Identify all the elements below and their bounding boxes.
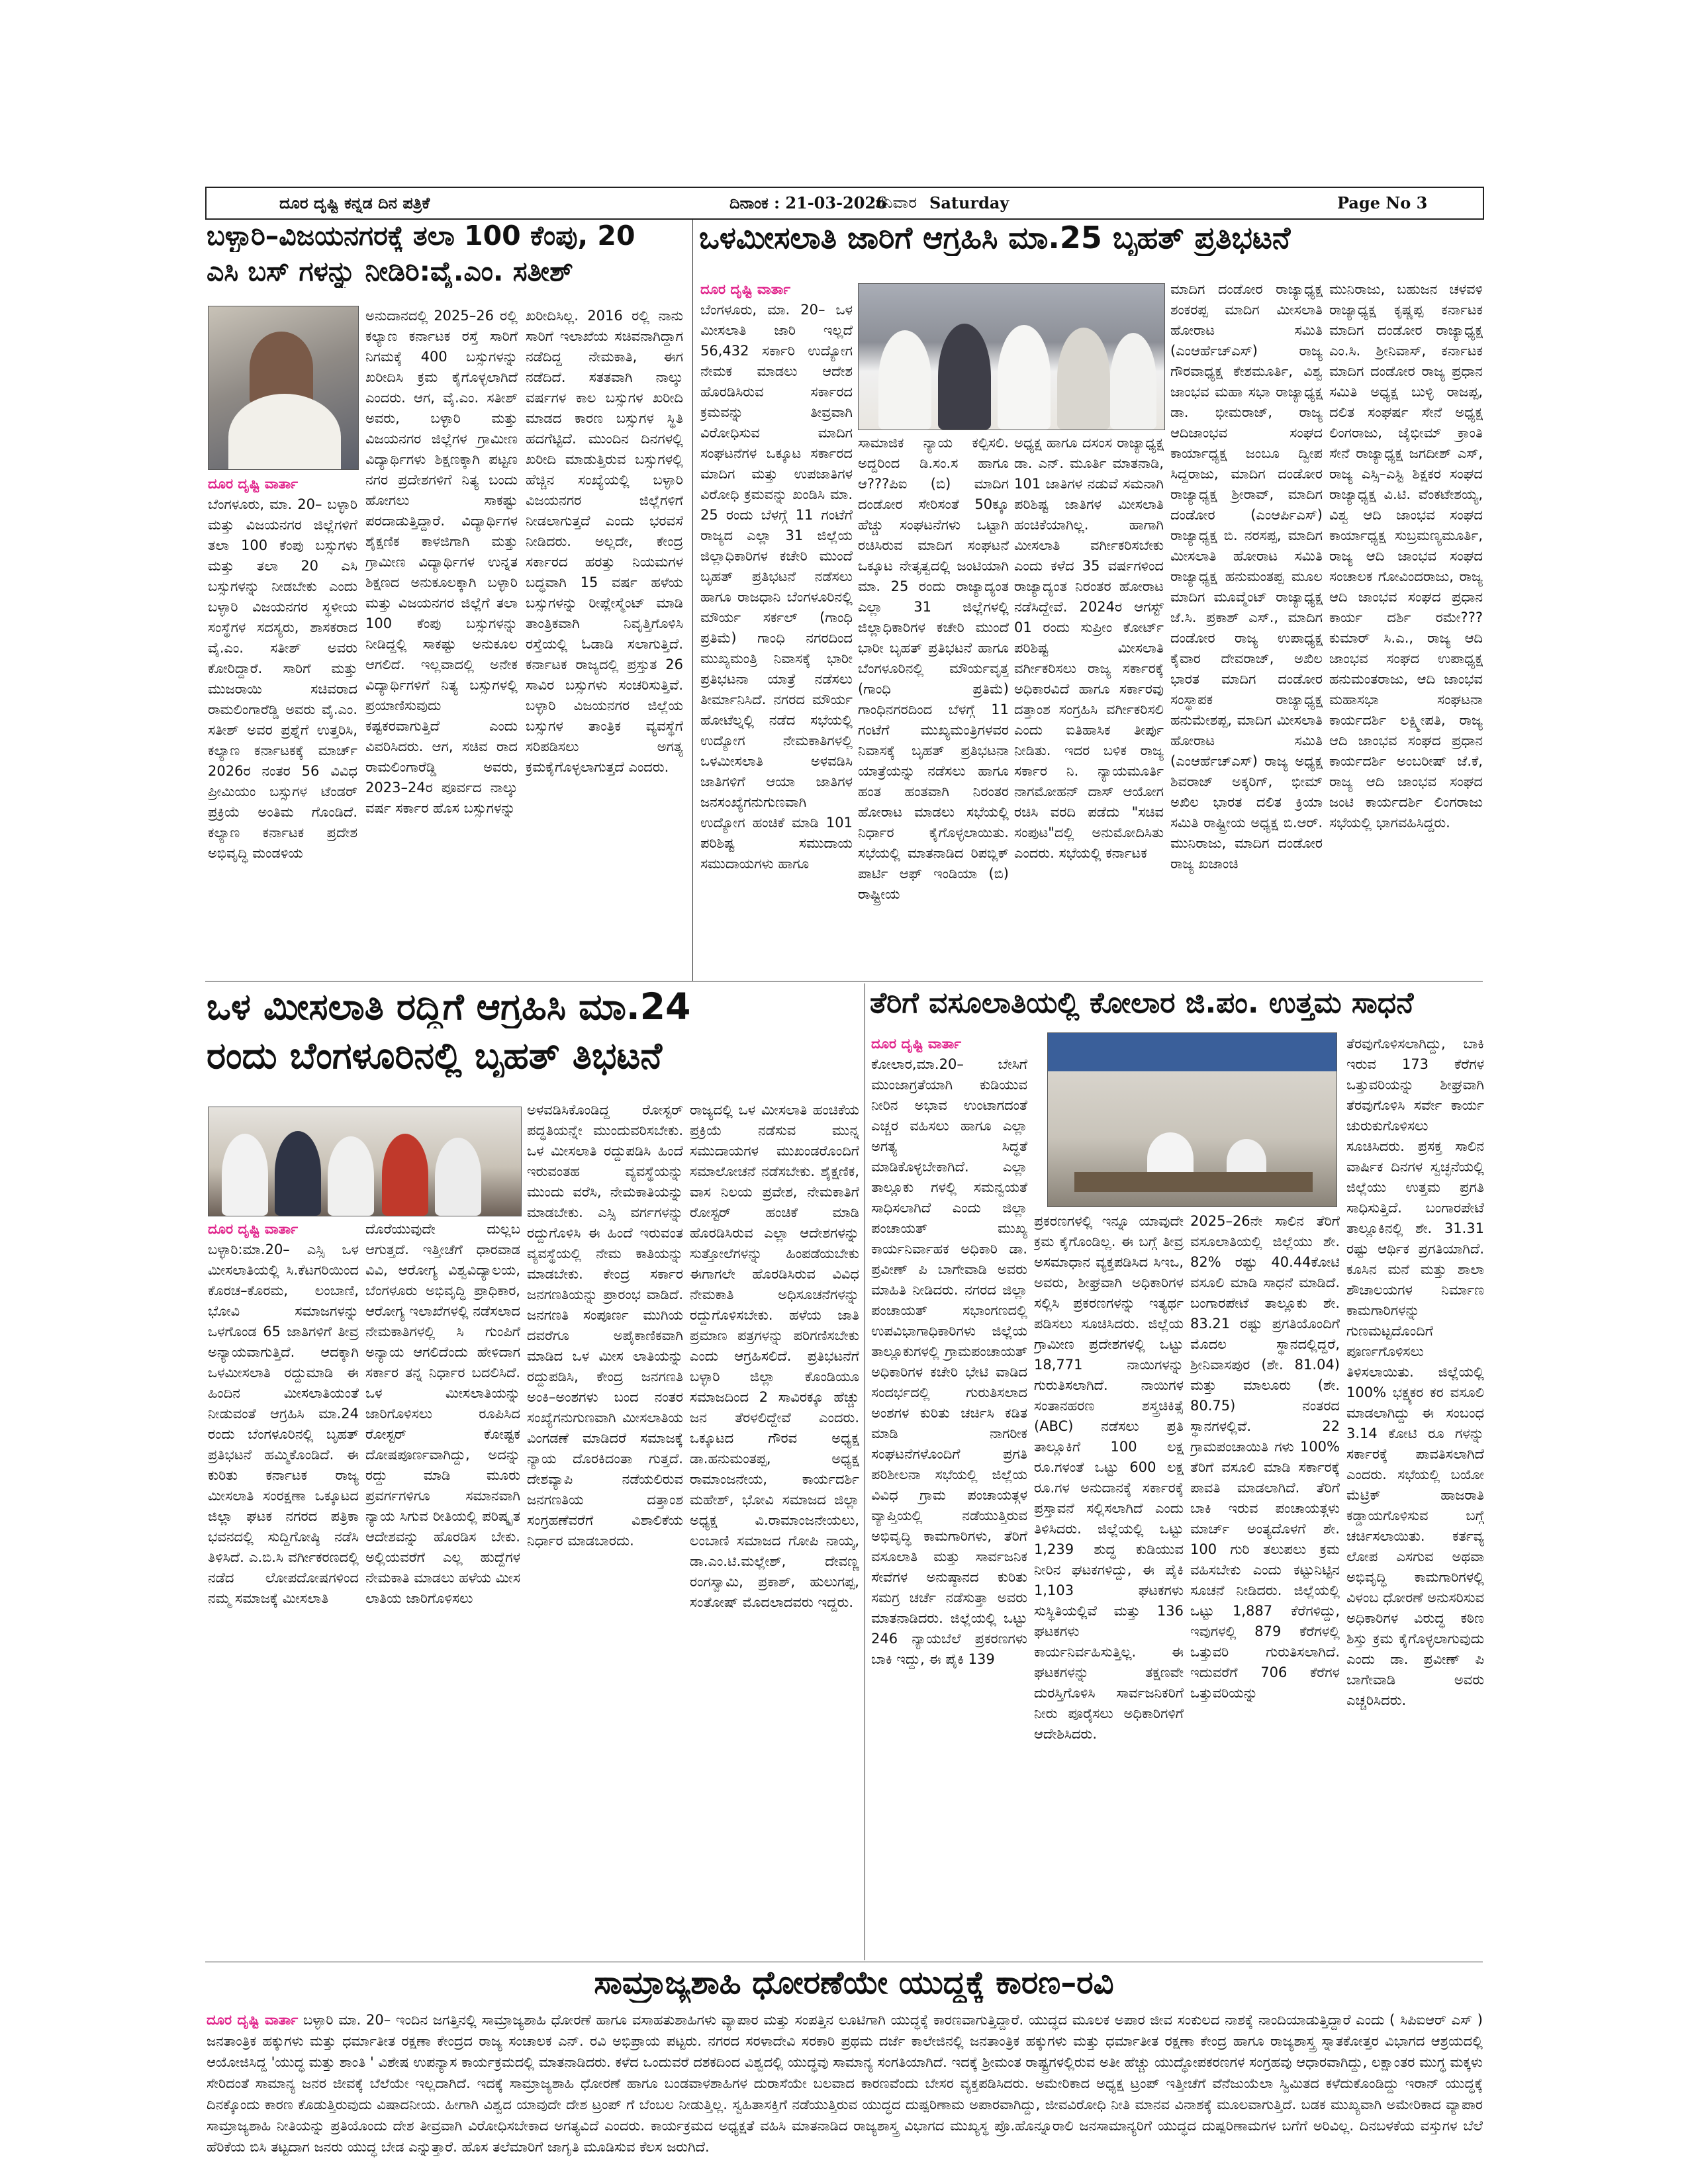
article3-column-3 <box>527 1100 683 1959</box>
article2-col2-text: ಸಾಮಾಜಿಕ ನ್ಯಾಯ ಕಲ್ಪಿಸಲಿ. ಅದ್ದರಿಂದ ಡಿ.ಸಂ.ಸ ಹಾಗೂ ಆ???ಪಿಐ (ಬಿ) ಮಾದಿಗ ದಂಡೋರ ಸೇರಿಸಂತೆ 50ಕ್ಕೂ ಹೆಚ್ಚು ಸಂಘಟನೆಗಳು ಒಟ್ಟಾಗಿ ರಚಿಸಿರುವ ಮಾದಿಗ ಸಂಘಟನೆ ಒಕ್ಕೂಟ ನೇತೃತ್ವದಲ್ಲಿ ಜಂಟಿಯಾಗಿ ಮಾ. 25 ರಂದು ರಾಜ್ಯಾದ್ಯಂತ ಎಲ್ಲಾ 31 ಜಿಲ್ಲೆಗಳಲ್ಲಿ ಜಿಲ್ಲಾಧಿಕಾರಿಗಳ ಕಚೇರಿ ಮುಂದೆ ಭಾರೀ ಬೃಹತ್ ಪ್ರತಿಭಟನೆ ಹಾಗೂ ಬೆಂಗಳೂರಿನಲ್ಲಿ ಮೌರ್ಯವೃತ್ತ (ಗಾಂಧಿ ಪ್ರತಿಮೆ) ಗಾಂಧಿನಗರದಿಂದ ಬೆಳಗ್ಗೆ 11 ಗಂಟೆಗೆ ಮುಖ್ಯಮಂತ್ರಿಗಳವರ ನಿವಾಸಕ್ಕೆ ಬೃಹತ್ ಪ್ರತಿಭಟನಾ ಯಾತ್ರೆಯನ್ನು ನಡೆಸಲು ಹಾಗೂ ಹಂತ ಹಂತವಾಗಿ ನಿರಂತರ ಹೋರಾಟ ಮಾಡಲು ಸಭೆಯಲ್ಲಿ ನಿರ್ಧಾರ ಕೈಗೊಳ್ಳಲಾಯಿತು. ಸಭೆಯಲ್ಲಿ ಮಾತನಾಡಿದ ರಿಪಬ್ಲಿಕ್ ಪಾರ್ಟಿ ಆಫ್ ಇಂಡಿಯಾ (ಬಿ) ರಾಷ್ಟ್ರೀಯ <box>858 435 1009 902</box>
article5-byline: ದೂರ ದೃಷ್ಟಿ ವಾರ್ತಾ <box>207 2012 299 2028</box>
article1-col3-text: ಖರೀದಿಸಿಲ್ಲ. 2016 ರಲ್ಲಿ ನಾನು ಸಾರಿಗೆ ಇಲಾಖೆಯ ಸಚಿವನಾಗಿದ್ದಾಗ ನಡೆದಿದ್ದ ನೇಮಕಾತಿ, ಈಗ ನಡೆದಿದೆ. ಸತತವಾಗಿ ನಾಲ್ಕು ವರ್ಷಗಳ ಕಾಲ ಬಸ್ಸುಗಳ ಖರೀದಿ ಮಾಡದ ಕಾರಣ ಬಸ್ಸುಗಳ ಸ್ಥಿತಿ ಹದಗೆಟ್ಟಿದೆ. ಮುಂದಿನ ದಿನಗಳಲ್ಲಿ ಖರೀದಿ ಮಾಡುತ್ತಿರುವ ಬಸ್ಸುಗಳಲ್ಲಿ ಹೆಚ್ಚಿನ ಸಂಖ್ಯೆಯಲ್ಲಿ ಬಳ್ಳಾರಿ ವಿಜಯನಗರ ಜಿಲ್ಲೆಗಳಿಗೆ ನೀಡಲಾಗುತ್ತದೆ ಎಂದು ಭರವಸೆ ನೀಡಿದರು. ಅಲ್ಲದೇ, ಕೇಂದ್ರ ಸರ್ಕಾರದ ಹರತ್ತು ನಿಯಮಗಳ ಬದ್ಧವಾಗಿ 15 ವರ್ಷ ಹಳೆಯ ಬಸ್ಸುಗಳನ್ನು ರೀಪ್ಲೇಸ್ಮೆಂಟ್ ಮಾಡಿ ತಾಂತ್ರಿಕವಾಗಿ ನಿವೃತ್ತಿಗೊಳಿಸಿ ರಸ್ತೆಯಲ್ಲಿ ಓಡಾಡಿ ಸಲಾಗುತ್ತಿದೆ. ಕರ್ನಾಟಕ ರಾಜ್ಯದಲ್ಲಿ ಪ್ರಸ್ತುತ 26 ಸಾವಿರ ಬಸ್ಸುಗಳು ಸಂಚರಿಸುತ್ತಿವೆ. ಬಳ್ಳಾರಿ ವಿಜಯನಗರ ಜಿಲ್ಲೆಯ ಬಸ್ಸುಗಳ ತಾಂತ್ರಿಕ ವ್ಯವಸ್ಥೆಗೆ ಸರಿಪಡಿಸಲು ಅಗತ್ಯ ಕ್ರಮಕೈಗೊಳ್ಳಲಾಗುತ್ತದೆ ಎಂದರು. <box>526 308 683 775</box>
article4-col4-text: ತೆರವುಗೊಳಿಸಲಾಗಿದ್ದು, ಬಾಕಿ ಇರುವ 173 ಕೆರೆಗಳ ಒತ್ತುವರಿಯನ್ನು ಶೀಘ್ರವಾಗಿ ತೆರವುಗೊಳಿಸಿ ಸರ್ವೇ ಕಾರ್ಯ ಚುರುಕುಗೊಳಿಸಲು ಸೂಚಿಸಿದರು. ಪ್ರಸಕ್ತ ಸಾಲಿನ ವಾರ್ಷಿಕ ದಿನಗಳ ಸ್ವಚ್ಛನೆಯಲ್ಲಿ ಜಿಲ್ಲೆಯು ಉತ್ತಮ ಪ್ರಗತಿ ಸಾಧಿಸುತ್ತಿದೆ. ಬಂಗಾರಪೇಟೆ ತಾಲ್ಲೂಕಿನಲ್ಲಿ ಶೇ. 31.31 ರಷ್ಟು ಆರ್ಥಿಕ ಪ್ರಗತಿಯಾಗಿದೆ. ಕೂಸಿನ ಮನೆ ಮತ್ತು ಶಾಲಾ ಶೌಚಾಲಯಗಳ ನಿರ್ಮಾಣ ಕಾಮಗಾರಿಗಳನ್ನು ಗುಣಮಟ್ಟದೊಂದಿಗೆ ಪೂರ್ಣಗೊಳಿಸಲು ತಿಳಿಸಲಾಯಿತು. ಜಿಲ್ಲೆಯಲ್ಲಿ 100% ಭಕ್ಷ್ಯಕರ ಕರ ವಸೂಲಿ ಮಾಡಲಾಗಿದ್ದು ಈ ಸಂಬಂಧ 3.14 ಕೋಟಿ ರೂ ಗಳನ್ನು ಸರ್ಕಾರಕ್ಕೆ ಪಾವತಿಸಲಾಗಿದೆ ಎಂದರು. ಸಭೆಯಲ್ಲಿ ಬಯೋ ಮೆಟ್ರಿಕ್ ಹಾಜರಾತಿ ಕಡ್ಡಾಯಗೊಳಿಸುವ ಬಗ್ಗೆ ಚರ್ಚಿಸಲಾಯಿತು. ಕರ್ತವ್ಯ ಲೋಪ ಎಸಗುವ ಅಥವಾ ಅಭಿವೃದ್ಧಿ ಕಾಮಗಾರಿಗಳಲ್ಲಿ ವಿಳಂಬ ಧೋರಣೆ ಅನುಸರಿಸುವ ಅಧಿಕಾರಿಗಳ ವಿರುದ್ಧ ಕಠಿಣ ಶಿಸ್ತು ಕ್ರಮ ಕೈಗೊಳ್ಳಲಾಗುವುದು ಎಂದು ಡಾ. ಪ್ರವೀಣ್ ಪಿ ಬಾಗೇವಾಡಿ ಅವರು ಎಚ್ಚರಿಸಿದರು. <box>1346 1036 1484 1708</box>
article3-col4-text: ರಾಜ್ಯದಲ್ಲಿ ಒಳ ಮೀಸಲಾತಿ ಹಂಚಿಕೆಯ ಪ್ರಕ್ರಿಯೆ ನಡೆಸುವ ಮುನ್ನ ಸಮುದಾಯಗಳ ಮುಖಂಡರೊಂದಿಗೆ ಸಮಾಲೋಚನೆ ನಡೆಸಬೇಕು. ಶೈಕ್ಷಣಿಕ, ವಾಸ ನಿಲಯ ಪ್ರವೇಶ, ನೇಮಕಾತಿಗೆ ರೋಸ್ಟರ್ ಹಂಚಿಕೆ ಮಾಡಿ ಹೊರಡಿಸಿರುವ ಎಲ್ಲಾ ಆದೇಶಗಳನ್ನು ಸುತ್ತೋಲೆಗಳನ್ನು ಹಿಂಪಡೆಯಬೇಕು ಈಗಾಗಲೇ ಹೊರಡಿಸಿರುವ ವಿವಿಧ ನೇಮಕಾತಿ ಅಧಿಸೂಚನೆಗಳನ್ನು ರದ್ದುಗೊಳಿಸಬೇಕು. ಹಳೆಯ ಜಾತಿ ಪ್ರಮಾಣ ಪತ್ರಗಳನ್ನು ಪರಿಗಣಿಸಬೇಕು ಎಂದು ಆಗ್ರಹಿಸಲಿದೆ. ಪ್ರತಿಭಟನೆಗೆ ಬಳ್ಳಾರಿ ಜಿಲ್ಲಾ ಕೊಂಡಿಯೂ ಸಮಾಜದಿಂದ 2 ಸಾವಿರಕ್ಕೂ ಹೆಚ್ಚು ಜನ ತೆರಳಲಿದ್ದೇವೆ ಎಂದರು. ಒಕ್ಕೂಟದ ಗೌರವ ಅಧ್ಯಕ್ಷ ಡಾ.ಹನುಮಂತಪ್ಪ, ಅಧ್ಯಕ್ಷ ರಾಮಾಂಜನೇಯ, ಕಾರ್ಯದರ್ಶಿ ಮಹೇಶ್, ಭೋವಿ ಸಮಾಜದ ಜಿಲ್ಲಾ ಅಧ್ಯಕ್ಷ ವಿ.ರಾಮಾಂಜನೇಯಲು, ಲಂಬಾಣಿ ಸಮಾಜದ ಗೋಪಿ ನಾಯ್ಕ, ಡಾ.ಎಂ.ಟಿ.ಮಲ್ಲೇಶ್, ದೇವಣ್ಣ ರಂಗಸ್ವಾಮಿ, ಪ್ರಕಾಶ್, ಹುಲುಗಪ್ಪ, ಸಂತೋಷ್ ಮೊದಲಾದವರು ಇದ್ದರು. <box>690 1102 859 1610</box>
article3-col3-text: ಅಳವಡಿಸಿಕೊಂಡಿದ್ದ ರೋಸ್ಟರ್ ಪದ್ಧತಿಯನ್ನೇ ಮುಂದುವರಿಸಬೇಕು. ಒಳ ಮೀಸಲಾತಿ ರದ್ದುಪಡಿಸಿ ಹಿಂದೆ ಇರುವಂತಹ ವ್ಯವಸ್ಥೆಯನ್ನು ಮುಂದು ವರೆಸಿ, ನೇಮಕಾತಿಯನ್ನು ಮಾಡಬೇಕು. ಎಸ್ಸಿ ವರ್ಗಗಳನ್ನು ರದ್ದುಗೊಳಿಸಿ ಈ ಹಿಂದೆ ಇರುವಂತ ವ್ಯವಸ್ಥೆಯಲ್ಲಿ ನೇಮ ಕಾತಿಯನ್ನು ಮಾಡಬೇಕು. ಕೇಂದ್ರ ಸರ್ಕಾರ ಜನಗಣತಿಯನ್ನು ಪ್ರಾರಂಭ ವಾಡಿದೆ. ಜನಗಣತಿ ಸಂಪೂರ್ಣ ಮುಗಿಯ ದವರೆಗೂ ಅಪೈಕಾಣಿಕವಾಗಿ ಮಾಡಿದ ಒಳ ಮೀಸ ಲಾತಿಯನ್ನು ರದ್ದುಪಡಿಸಿ, ಕೇಂದ್ರ ಜನಗಣತಿ ಅಂಕಿ–ಅಂಶಗಳು ಬಂದ ನಂತರ ಸಂಖ್ಯೆಗನುಗುಣವಾಗಿ ಮೀಸಲಾತಿಯ ವಿಂಗಡಣೆ ಮಾಡಿದರೆ ಸಮಾಜಕ್ಕೆ ನ್ಯಾಯ ದೊರಕಿದಂತಾ ಗುತ್ತದೆ. ದೇಶವ್ಯಾಪಿ ನಡೆಯಲಿರುವ ಜನಗಣತಿಯ ದತ್ತಾಂಶ ಸಂಗ್ರಹಣೆವರೆಗೆ ವಿಶಾಲಿಕೆಯ ನಿರ್ಧಾರ ಮಾಡಬಾರದು. <box>527 1102 683 1549</box>
masthead-bar <box>205 187 1484 220</box>
article5-body-text: ಬಳ್ಳಾರಿ ಮಾ. 20– ಇಂದಿನ ಜಗತ್ತಿನಲ್ಲಿ ಸಾಮ್ರಾಜ್ಯಶಾಹಿ ಧೋರಣೆ ಹಾಗೂ ವಸಾಹತುಶಾಹಿಗಳು ವ್ಯಾಪಾರ ಮತ್ತು ಸಂಪತ್ತಿನ ಲೂಟಿಗಾಗಿ ಯುದ್ಧಕ್ಕೆ ಕಾರಣವಾಗುತ್ತಿದ್ದಾರೆ. ಯುದ್ಧದ ಮೂಲಕ ಅಪಾರ ಜೀವ ಸಂಕುಲದ ನಾಶಕ್ಕೆ ನಾಂದಿಯಾಡುತ್ತಿದ್ದಾರೆ ಎಂದು ( ಸಿಪಿಐಆರ್ ಎಸ್ ) ಜನತಾಂತ್ರಿಕ ಹಕ್ಕುಗಳು ಮತ್ತು ಧರ್ಮಾತೀತ ರಕ್ಷಣಾ ಕೇಂದ್ರದ ರಾಜ್ಯ ಸಂಚಾಲಕ ಎನ್. ರವಿ ಅಭಿಪ್ರಾಯ ಪಟ್ಟರು. ನಗರದ ಸರಳಾದೇವಿ ಸರಕಾರಿ ಪ್ರಥಮ ದರ್ಜೆ ಕಾಲೇಜಿನಲ್ಲಿ ಜನತಾಂತ್ರಿಕ ಹಕ್ಕುಗಳು ಮತ್ತು ಧರ್ಮಾತೀತ ರಕ್ಷಣಾ ಕೇಂದ್ರ ಹಾಗೂ ರಾಜ್ಯಶಾಸ್ತ್ರ ಸ್ನಾತಕೋತ್ತರ ವಿಭಾಗದ ಆಶ್ರಯದಲ್ಲಿ ಆಯೋಜಿಸಿದ್ದ 'ಯುದ್ಧ ಮತ್ತು ಶಾಂತಿ ' ವಿಶೇಷ ಉಪನ್ಯಾಸ ಕಾರ್ಯಕ್ರಮದಲ್ಲಿ ಮಾತನಾಡಿದರು. ಕಳೆದ ಒಂದುವರೆ ದಶಕದಿಂದ ವಿಶ್ವದಲ್ಲಿ ಯುದ್ಧವು ಸಾಮಾನ್ಯ ಸಂಗತಿಯಾಗಿದೆ. ಇದಕ್ಕೆ ಶ್ರೀಮಂತ ರಾಷ್ಟ್ರಗಳಲ್ಲಿರುವ ಅತೀ ಹೆಚ್ಚು ಯುದ್ಧೋಪಕರಣಗಳ ಸಂಗ್ರಹವು ಆಧಾರವಾಗಿದ್ದು, ಲಕ್ಷಾಂತರ ಮುಗ್ಧ ಮಕ್ಕಳು ಸೇರಿದಂತೆ ಸಾಮಾನ್ಯ ಜನರ ಜೀವಕ್ಕೆ ಬೆಲೆಯೇ ಇಲ್ಲದಾಗಿದೆ. ಇದಕ್ಕೆ ಸಾಮ್ರಾಜ್ಯಶಾಹಿ ಧೋರಣೆ ಹಾಗೂ ಬಂಡವಾಳಶಾಹಿಗಳ ದುರಾಸೆಯೇ ಬಲವಾದ ಕಾರಣವೆಂದು ಬೇಸರ ವ್ಯಕ್ತಪಡಿಸಿದರು. ಅಮೇರಿಕಾದ ಅಧ್ಯಕ್ಷ ಟ್ರಂಪ್ ಇತ್ತೀಚೆಗೆ ವೆನೆಜುಯೆಲಾ ಸ್ವಿಮಿತದ ಕಳೆದುಕೊಂಡಿದ್ದು ಇರಾನ್ ಯುದ್ಧಕ್ಕೆ ದಿನಕ್ಕೊಂದು ಕಾರಣ ಕೊಡುತ್ತಿರುವುದು ವಿಷಾದನೀಯ. ಹೀಗಾಗಿ ವಿಶ್ವದ ಯಾವುದೇ ದೇಶ ಟ್ರಂಪ್ ಗೆ ಬೆಂಬಲ ನೀಡುತ್ತಿಲ್ಲ. ಸ್ವಹಿತಾಸಕ್ತಿಗೆ ನಡೆಯುತ್ತಿರುವ ಯುದ್ಧದ ದುಷ್ಪರಿಣಾಮ ಅಪಾರವಾಗಿದ್ದು, ಜೀವವಿರೋಧಿ ನೀತಿ ಮಾನವ ವಿನಾಶಕ್ಕೆ ಮೂಲವಾಗುತ್ತಿದೆ. ಬಡಕ ಮುಖ್ಯವಾಗಿ ಅಮೇರಿಕಾದ ವ್ಯಾಪಾರ ಸಾಮ್ರಾಜ್ಯಶಾಹಿ ನೀತಿಯನ್ನು ಪ್ರತಿಯೊಂದು ದೇಶ ತೀವ್ರವಾಗಿ ವಿರೋಧಿಸಬೇಕಾದ ಅಗತ್ಯವಿದೆ ಎಂದರು. ಕಾರ್ಯಕ್ರಮದ ಅಧ್ಯಕ್ಷತೆ ವಹಿಸಿ ಮಾತನಾಡಿದ ರಾಜ್ಯಶಾಸ್ತ್ರ ವಿಭಾಗದ ಮುಖ್ಯಸ್ಥ ಪ್ರೊ.ಹೊನ್ನೂರಾಲಿ ಜನಸಾಮಾನ್ಯರಿಗೆ ಯುದ್ಧದ ದುಷ್ಪರಿಣಾಮಗಳ ಬಗೆಗೆ ಅರಿವಿಲ್ಲ. ದಿನಬಳಕೆಯ ವಸ್ತುಗಳ ಬೆಲೆ ಹೆರಿಕೆಯ ಬಿಸಿ ತಟ್ಟದಾಗ ಜನರು ಯುದ್ಧ ಬೇಡ ಎನ್ನುತ್ತಾರೆ. ಹೊಸ ತಲೆಮಾರಿಗೆ ಜಾಗೃತಿ ಮೂಡಿಸುವ ಕೆಲಸ ಜರುಗಿದೆ. <box>207 2012 1483 2155</box>
article3-col2-text: ದೊರೆಯುವುದೇ ದುಲ್ಲಬ ಆಗುತ್ತದೆ. ಇತ್ತೀಚೆಗೆ ಧಾರವಾಡ ವಿವಿ, ಆರೋಗ್ಯ ವಿಶ್ವವಿದ್ಯಾಲಯ, ಬೆಂಗಳೂರು ಅಭಿವೃದ್ಧಿ ಪ್ರಾಧಿಕಾರ, ಆರೋಗ್ಯ ಇಲಾಖೆಗಳಲ್ಲಿ ನಡೆಸಲಾದ ನೇಮಕಾತಿಗಳಲ್ಲಿ ಸಿ ಗುಂಪಿಗೆ ಅನ್ಯಾಯ ಆಗಲಿದೆಂದು ಹೇಳಿದಾಗ ಸರ್ಕಾರ ತನ್ನ ನಿರ್ಧಾರ ಬದಲಿಸಿದೆ. ಒಳ ಮೀಸಲಾತಿಯನ್ನು ಜಾರಿಗೊಳಿಸಲು ರೂಪಿಸಿದ ರೋಸ್ಟರ್ ಕೋಷ್ಟಕ ದೋಷಪೂರ್ಣವಾಗಿದ್ದು, ಅದನ್ನು ರದ್ದು ಮಾಡಿ ಮೂರು ಪ್ರವರ್ಗಗಳಿಗೂ ಸಮಾನವಾಗಿ ನ್ಯಾಯ ಸಿಗುವ ರೀತಿಯಲ್ಲಿ ಪರಿಷ್ಕೃತ ಆದೇಶವನ್ನು ಹೊರಡಿಸ ಬೇಕು. ಅಲ್ಲಿಯವರೆಗೆ ಎಲ್ಲ ಹುದ್ದೆಗಳ ನೇಮಕಾತಿ ಮಾಡಲು ಹಳೆಯ ಮೀಸ ಲಾತಿಯ ಜಾರಿಗೊಳಿಸಲು <box>365 1221 520 1606</box>
article3-col1-text: ಬಳ್ಳಾರಿ:ಮಾ.20– ಎಸ್ಸಿ ಒಳ ಮೀಸಲಾತಿಯಲ್ಲಿ ಸಿ.ಕೆಟಗರಿಯಿಂದ ಕೊರಚ–ಕೊರಮ, ಲಂಬಾಣಿ, ಭೋವಿ ಸಮಾಜಗಳನ್ನು ಒಳಗೊಂಡ 65 ಜಾತಿಗಳಿಗೆ ತೀವ್ರ ಅನ್ಯಾಯವಾಗುತ್ತಿದೆ. ಆದಕ್ಕಾಗಿ ಒಳಮೀಸಲಾತಿ ರದ್ದುಮಾಡಿ ಈ ಹಿಂದಿನ ಮೀಸಲಾತಿಯಂತೆ ನೀಡುವಂತೆ ಆಗ್ರಹಿಸಿ ಮಾ.24 ರಂದು ಬೆಂಗಳೂರಿನಲ್ಲಿ ಬೃಹತ್ ಪ್ರತಿಭಟನೆ ಹಮ್ಮಿಕೊಂಡಿದೆ. ಈ ಕುರಿತು ಕರ್ನಾಟಕ ರಾಜ್ಯ ಮೀಸಲಾತಿ ಸಂರಕ್ಷಣಾ ಒಕ್ಕೂಟದ ಜಿಲ್ಲಾ ಘಟಕ ನಗರದ ಪತ್ರಿಕಾ ಭವನದಲ್ಲಿ ಸುದ್ದಿಗೋಷ್ಠಿ ನಡೆಸಿ ತಿಳಿಸಿದೆ. ಎ.ಬಿ.ಸಿ ವರ್ಗೀಕರಣದಲ್ಲಿ ನಡೆದ ಲೋಪದೋಷಗಳಿಂದ ನಮ್ಮ ಸಮಾಜಕ್ಕೆ ಮೀಸಲಾತಿ <box>208 1242 359 1606</box>
weekday-english: Saturday <box>929 193 1009 212</box>
article1-column-3 <box>526 306 683 977</box>
article2-column-4 <box>1170 279 1323 977</box>
paper-name: ದೂರ ದೃಷ್ಟಿ ಕನ್ನಡ ದಿನ ಪತ್ರಿಕೆ <box>279 193 430 212</box>
article2-col1-text: ಬೆಂಗಳೂರು, ಮಾ. 20– ಒಳ ಮೀಸಲಾತಿ ಜಾರಿ ಇಲ್ಲದೆ 56,432 ಸರ್ಕಾರಿ ಉದ್ಯೋಗ ನೇಮಕ ಮಾಡಲು ಆದೇಶ ಹೊರಡಿಸಿರುವ ಸರ್ಕಾರದ ಕ್ರಮವನ್ನು ತೀವ್ರವಾಗಿ ವಿರೋಧಿಸುವ ಮಾದಿಗ ಸಂಘಟನೆಗಳ ಒಕ್ಕೂಟ ಸರ್ಕಾರದ ಮಾದಿಗ ಮತ್ತು ಉಪಜಾತಿಗಳ ವಿರೋಧಿ ಕ್ರಮವನ್ನು ಖಂಡಿಸಿ ಮಾ. 25 ರಂದು ಬೆಳಗ್ಗೆ 11 ಗಂಟೆಗೆ ರಾಜ್ಯದ ಎಲ್ಲಾ 31 ಜಿಲ್ಲೆಯ ಜಿಲ್ಲಾಧಿಕಾರಿಗಳ ಕಚೇರಿ ಮುಂದೆ ಬೃಹತ್ ಪ್ರತಿಭಟನೆ ನಡೆಸಲು ಹಾಗೂ ರಾಜಧಾನಿ ಬೆಂಗಳೂರಿನಲ್ಲಿ ಮೌರ್ಯ ಸರ್ಕಲ್ (ಗಾಂಧಿ ಪ್ರತಿಮೆ) ಗಾಂಧಿ ನಗರದಿಂದ ಮುಖ್ಯಮಂತ್ರಿ ನಿವಾಸಕ್ಕೆ ಭಾರೀ ಪ್ರತಿಭಟನಾ ಯಾತ್ರೆ ನಡೆಸಲು ತೀರ್ಮಾನಿಸಿದೆ. ನಗರದ ಮೌರ್ಯ ಹೋಟೆಲ್ನಲ್ಲಿ ನಡೆದ ಸಭೆಯಲ್ಲಿ ಉದ್ಯೋಗ ನೇಮಕಾತಿಗಳಲ್ಲಿ ಒಳಮೀಸಲಾತಿ ಅಳವಡಿಸಿ ಜಾತಿಗಳಿಗೆ ಆಯಾ ಜಾತಿಗಳ ಜನಸಂಖ್ಯೆಗನುಗುಣವಾಗಿ ಉದ್ಯೋಗ ಹಂಚಿಕೆ ಮಾಡಿ 101 ಪರಿಶಿಷ್ಟ ಸಮುದಾಯ ಸಮುದಾಯಗಳು ಹಾಗೂ <box>700 302 853 872</box>
article1-headline-line2: ಎಸಿ ಬಸ್ ಗಳನ್ನು ನೀಡಿರಿ:ವೈ.ಎಂ. ಸತೀಶ್ <box>207 255 573 287</box>
article1-column-2 <box>365 306 518 977</box>
article2-column-5 <box>1329 279 1483 977</box>
article4-col2-text: ಪ್ರಕರಣಗಳಲ್ಲಿ ಇನ್ನೂ ಯಾವುದೇ ಕ್ರಮ ಕೈಗೊಂಡಿಲ್ಲ. ಈ ಬಗ್ಗೆ ತೀವ್ರ ಅಸಮಾಧಾನ ವ್ಯಕ್ತಪಡಿಸಿದ ಸಿಇಒ, ಅವರು, ಶೀಘ್ರವಾಗಿ ಅಧಿಕಾರಿಗಳ ಸಲ್ಲಿಸಿ ಪ್ರಕರಣಗಳನ್ನು ಇತ್ಯರ್ಥ ಪಡಿಸಲು ಸೂಚಿಸಿದರು. ಜಿಲ್ಲೆಯ ಗ್ರಾಮೀಣ ಪ್ರದೇಶಗಳಲ್ಲಿ ಒಟ್ಟು 18,771 ನಾಯಿಗಳನ್ನು ಗುರುತಿಸಲಾಗಿದೆ. ನಾಯಿಗಳ ಸಂತಾನಹರಣ ಶಸ್ತ್ರಚಿಕಿತ್ಸೆ (ABC) ನಡೆಸಲು ಪ್ರತಿ ತಾಲ್ಲೂಕಿಗೆ 100 ಲಕ್ಷ ರೂ.ಗಳಂತೆ ಒಟ್ಟು 600 ಲಕ್ಷ ರೂ.ಗಳ ಅನುದಾನಕ್ಕೆ ಸರ್ಕಾರಕ್ಕೆ ಪ್ರಸ್ತಾವನೆ ಸಲ್ಲಿಸಲಾಗಿದೆ ಎಂದು ತಿಳಿಸಿದರು. ಜಿಲ್ಲೆಯಲ್ಲಿ ಒಟ್ಟು 1,239 ಶುದ್ಧ ಕುಡಿಯುವ ನೀರಿನ ಘಟಕಗಳಿದ್ದು, ಈ ಪೈಕಿ 1,103 ಘಟಕಗಳು ಸುಸ್ಥಿತಿಯಲ್ಲಿವೆ ಮತ್ತು 136 ಘಟಕಗಳು ಕಾರ್ಯನಿರ್ವಹಿಸುತ್ತಿಲ್ಲ. ಈ ಘಟಕಗಳನ್ನು ತಕ್ಷಣವೇ ದುರಸ್ತಿಗೊಳಿಸಿ ಸಾರ್ವಜನಿಕರಿಗೆ ನೀರು ಪೂರೈಸಲು ಅಧಿಕಾರಿಗಳಿಗೆ ಆದೇಶಿಸಿದರು. <box>1034 1213 1184 1742</box>
article2-col5-text: ಮುನಿರಾಜು, ಬಹುಜನ ಚಳವಳಿ ರಾಜ್ಯಾಧ್ಯಕ್ಷ ಕೃಷ್ಣಪ್ಪ ಕರ್ನಾಟಕ ಮಾದಿಗ ದಂಡೋರ ರಾಜ್ಯಾಧ್ಯಕ್ಷ ಎಂ.ಸಿ. ಶ್ರೀನಿವಾಸ್, ಕರ್ನಾಟಕ ಮಾದಿಗ ದಂಡೋರ ರಾಜ್ಯ ಪ್ರಧಾನ ಸಮಿತಿ ಅಧ್ಯಕ್ಷ ಬುಳ್ಳಿ ರಾಜಪ್ಪ, ದಲಿತ ಸಂಘರ್ಷ ಸೇನೆ ಅಧ್ಯಕ್ಷ ಲಿಂಗರಾಜು, ಜೈಭೀಮ್ ಕ್ರಾಂತಿ ಸೇನೆ ರಾಜ್ಯಾಧ್ಯಕ್ಷ ಜಗದೀಶ್ ಎಸ್, ರಾಜ್ಯ ಎಸ್ಸಿ–ಎಸ್ಟಿ ಶಿಕ್ಷಕರ ಸಂಘದ ರಾಜ್ಯಾಧ್ಯಕ್ಷ ವಿ.ಟಿ. ವೆಂಕಟೇಶಯ್ಯ, ವಿಶ್ವ ಆದಿ ಜಾಂಭವ ಸಂಘದ ಕಾರ್ಯಾಧ್ಯಕ್ಷ ಸುಬ್ರಮಣ್ಯಮೂರ್ತಿ, ರಾಜ್ಯ ಆದಿ ಜಾಂಭವ ಸಂಘದ ಸಂಚಾಲಕ ಗೋವಿಂದರಾಜು, ರಾಜ್ಯ ಆದಿ ಜಾಂಭವ ಸಂಘದ ಪ್ರಧಾನ ಕಾರ್ಯ ದರ್ಶಿ ರಮೇ???ಕುಮಾರ್ ಸಿ.ಎ., ರಾಜ್ಯ ಆದಿ ಜಾಂಭವ ಸಂಘದ ಉಪಾಧ್ಯಕ್ಷ ಹನುಮಂತರಾಜು, ಆದಿ ಜಾಂಭವ ಮಹಾಸಭಾ ಸಂಘಟನಾ ಕಾರ್ಯದರ್ಶಿ ಲಕ್ಷ್ಮೀಪತಿ, ರಾಜ್ಯ ಆದಿ ಜಾಂಭವ ಸಂಘದ ಪ್ರಧಾನ ಕಾರ್ಯದರ್ಶಿ ಅಂಬರೀಷ್ ಜೆ.ಕೆ, ರಾಜ್ಯ ಆದಿ ಜಾಂಭವ ಸಂಘದ ಜಂಟಿ ಕಾರ್ಯದರ್ಶಿ ಲಿಂಗರಾಜು ಸಭೆಯಲ್ಲಿ ಭಾಗವಹಿಸಿದ್ದರು. <box>1329 281 1483 831</box>
article2-headline: ಒಳಮೀಸಲಾತಿ ಜಾರಿಗೆ ಆಗ್ರಹಿಸಿ ಮಾ.25 ಬೃಹತ್ ಪ್ರತಿಭಟನೆ <box>699 220 1291 255</box>
article4-column-1 <box>871 1034 1027 1959</box>
article2-column-3 <box>1014 433 1164 977</box>
page-number: Page No 3 <box>1337 193 1428 212</box>
article1-col1-text: ಬೆಂಗಳೂರು, ಮಾ. 20– ಬಳ್ಳಾರಿ ಮತ್ತು ವಿಜಯನಗರ ಜಿಲ್ಲೆಗಳಿಗೆ ತಲಾ 100 ಕೆಂಪು ಬಸ್ಸುಗಳು ಮತ್ತು ತಲಾ 20 ಎಸಿ ಬಸ್ಸುಗಳನ್ನು ನೀಡಬೇಕು ಎಂದು ಬಳ್ಳಾರಿ ವಿಜಯನಗರ ಸ್ಥಳೀಯ ಸಂಸ್ಥೆಗಳ ಸದಸ್ಯರು, ಶಾಸಕರಾದ ವೈ.ಎಂ. ಸತೀಶ್ ಅವರು ಕೋರಿದ್ದಾರೆ. ಸಾರಿಗೆ ಮತ್ತು ಮುಜರಾಯಿ ಸಚಿವರಾದ ರಾಮಲಿಂಗಾರೆಡ್ಡಿ ಅವರು ವೈ.ಎಂ. ಸತೀಶ್ ಅವರ ಪ್ರಶ್ನೆಗೆ ಉತ್ತರಿಸಿ, ಕಲ್ಯಾಣ ಕರ್ನಾಟಕಕ್ಕೆ ಮಾರ್ಚ್ 2026ರ ನಂತರ 56 ವಿವಿಧ ಪ್ರೀಮಿಯಂ ಬಸ್ಸುಗಳ ಟೆಂಡರ್ ಪ್ರಕ್ರಿಯೆ ಅಂತಿಮ ಗೊಂಡಿದೆ. ಕಲ್ಯಾಣ ಕರ್ನಾಟಕ ಪ್ರದೇಶ ಅಭಿವೃದ್ಧಿ ಮಂಡಳಿಯ <box>208 496 357 861</box>
article5-body <box>207 2009 1483 2175</box>
issue-date: ದಿನಾಂಕ : 21-03-2026 <box>729 193 887 212</box>
article1-photo <box>208 306 359 470</box>
article2-photo <box>858 283 1165 430</box>
article4-column-4 <box>1346 1034 1484 1959</box>
article3-column-2 <box>365 1219 520 1959</box>
article1-column-1 <box>208 474 357 977</box>
article3-column-4 <box>690 1100 859 1959</box>
article3-headline-line2: ರಂದು ಬೆಂಗಳೂರಿನಲ್ಲಿ ಬೃಹತ್ ತಿಭಟನೆ <box>207 1034 663 1077</box>
article1-byline: ದೂರ ದೃಷ್ಟಿ ವಾರ್ತಾ <box>208 476 299 492</box>
article3-byline: ದೂರ ದೃಷ್ಟಿ ವಾರ್ತಾ <box>208 1221 299 1237</box>
article2-column-1 <box>700 279 853 977</box>
article4-byline: ದೂರ ದೃಷ್ಟಿ ವಾರ್ತಾ <box>871 1036 962 1052</box>
column-divider <box>692 220 693 981</box>
article4-column-2 <box>1034 1211 1184 1959</box>
article3-headline-line1: ಒಳ ಮೀಸಲಾತಿ ರದ್ದಿಗೆ ಆಗ್ರಹಿಸಿ ಮಾ.24 <box>207 985 691 1028</box>
article4-col1-text: ಕೋಲಾರ,ಮಾ.20– ಬೇಸಿಗೆ ಮುಂಜಾಗ್ರತೆಯಾಗಿ ಕುಡಿಯುವ ನೀರಿನ ಅಭಾವ ಉಂಟಾಗದಂತೆ ಎಚ್ಚರ ವಹಿಸಲು ಹಾಗೂ ಎಲ್ಲಾ ಅಗತ್ಯ ಸಿದ್ಧತೆ ಮಾಡಿಕೊಳ್ಳಬೇಕಾಗಿದೆ. ಎಲ್ಲಾ ತಾಲ್ಲೂಕು ಗಳಲ್ಲಿ ಸಮನ್ವಯತೆ ಸಾಧಿಸಲಾಗಿದೆ ಎಂದು ಜಿಲ್ಲಾ ಪಂಚಾಯತ್ ಮುಖ್ಯ ಕಾರ್ಯನಿರ್ವಾಹಕ ಅಧಿಕಾರಿ ಡಾ. ಪ್ರವೀಣ್ ಪಿ ಬಾಗೇವಾಡಿ ಅವರು ಮಾಹಿತಿ ನೀಡಿದರು. ನಗರದ ಜಿಲ್ಲಾ ಪಂಚಾಯತ್ ಸಭಾಂಗಣದಲ್ಲಿ ಉಪವಿಭಾಗಾಧಿಕಾರಿಗಳು ಜಿಲ್ಲೆಯ ತಾಲ್ಲೂಕುಗಳಲ್ಲಿ ಗ್ರಾಮಪಂಚಾಯತ್ ಅಧಿಕಾರಿಗಳ ಕಚೇರಿ ಭೇಟಿ ವಾಡಿದ ಸಂದರ್ಭದಲ್ಲಿ ಗುರುತಿಸಲಾದ ಅಂಶಗಳ ಕುರಿತು ಚರ್ಚಿಸಿ ಕಡಿತ ಮಾಡಿ ನಾಗರೀಕ ಸಂಘಟನೆಗಳೊಂದಿಗೆ ಪ್ರಗತಿ ಪರಿಶೀಲನಾ ಸಭೆಯಲ್ಲಿ ಜಿಲ್ಲೆಯ ವಿವಿಧ ಗ್ರಾಮ ಪಂಚಾಯತ್ಗಳ ವ್ಯಾಪ್ತಿಯಲ್ಲಿ ನಡೆಯುತ್ತಿರುವ ಅಭಿವೃದ್ಧಿ ಕಾಮಗಾರಿಗಳು, ತೆರಿಗೆ ವಸೂಲಾತಿ ಮತ್ತು ಸಾರ್ವಜನಿಕ ಸೇವೆಗಳ ಅನುಷ್ಠಾನದ ಕುರಿತು ಸಮಗ್ರ ಚರ್ಚೆ ನಡೆಸುತ್ತಾ ಅವರು ಮಾತನಾಡಿದರು. ಜಿಲ್ಲೆಯಲ್ಲಿ ಒಟ್ಟು 246 ನ್ಯಾಯಬೆಲೆ ಪ್ರಕರಣಗಳು ಬಾಕಿ ಇದ್ದು, ಈ ಪೈಕಿ 139 <box>871 1056 1027 1667</box>
article4-photo <box>1047 1032 1337 1207</box>
article1-headline-line1: ಬಳ್ಳಾರಿ–ವಿಜಯನಗರಕ್ಕೆ ತಲಾ 100 ಕೆಂಪು, 20 <box>207 220 635 251</box>
article3-column-1 <box>208 1219 359 1959</box>
article2-byline: ದೂರ ದೃಷ್ಟಿ ವಾರ್ತಾ <box>700 281 791 297</box>
article4-column-3 <box>1190 1211 1340 1959</box>
article2-col3-text: ಅಧ್ಯಕ್ಷ ಹಾಗೂ ದಸಂಸ ರಾಜ್ಯಾಧ್ಯಕ್ಷ ಡಾ. ಎನ್. ಮೂರ್ತಿ ಮಾತನಾಡಿ, 101 ಜಾತಿಗಳ ನಡುವೆ ಸಮನಾಗಿ ಪರಿಶಿಷ್ಟ ಜಾತಿಗಳ ಮೀಸಲಾತಿ ಹಂಚಿಕೆಯಾಗಿಲ್ಲ. ಹಾಗಾಗಿ ಮೀಸಲಾತಿ ವರ್ಗೀಕರಿಸಬೇಕು ಎಂದು ಕಳೆದ 35 ವರ್ಷಗಳಿಂದ ರಾಜ್ಯಾದ್ಯಂತ ನಿರಂತರ ಹೋರಾಟ ನಡೆಸಿದ್ದೇವೆ. 2024ರ ಆಗಸ್ಟ್ 01 ರಂದು ಸುಪ್ರೀಂ ಕೋರ್ಟ್ ಪರಿಶಿಷ್ಟ ಮೀಸಲಾತಿ ವರ್ಗೀಕರಿಸಲು ರಾಜ್ಯ ಸರ್ಕಾರಕ್ಕೆ ಅಧಿಕಾರವಿದೆ ಹಾಗೂ ಸರ್ಕಾರವು ದತ್ತಾಂಶ ಸಂಗ್ರಹಿಸಿ ವರ್ಗೀಕರಿಸಲಿ ಎಂದು ಐತಿಹಾಸಿಕ ತೀರ್ಪು ನೀಡಿತು. ಇದರ ಬಳಿಕ ರಾಜ್ಯ ಸರ್ಕಾರ ನಿ. ನ್ಯಾಯಮೂರ್ತಿ ನಾಗಮೋಹನ್ ದಾಸ್ ಆಯೋಗ ರಚಿಸಿ ವರದಿ ಪಡೆದು "ಸಚಿವ ಸಂಪುಟ"ದಲ್ಲಿ ಅನುಮೋದಿಸಿತು ಎಂದರು. ಸಭೆಯಲ್ಲಿ ಕರ್ನಾಟಕ <box>1014 435 1164 861</box>
article2-column-2 <box>858 433 1009 977</box>
article4-col3-text: 2025–26ನೇ ಸಾಲಿನ ತೆರಿಗೆ ವಸೂಲಾತಿಯಲ್ಲಿ ಜಿಲ್ಲೆಯು ಶೇ. 82% ರಷ್ಟು 40.44ಕೋಟಿ ವಸೂಲಿ ಮಾಡಿ ಸಾಧನೆ ಮಾಡಿದೆ. ಬಂಗಾರಪೇಟೆ ತಾಲ್ಲೂಕು ಶೇ. 83.21 ರಷ್ಟು ಪ್ರಗತಿಯೊಂದಿಗೆ ಮೊದಲ ಸ್ಥಾನದಲ್ಲಿದ್ದರೆ, ಶ್ರೀನಿವಾಸಪುರ (ಶೇ. 81.04) ಮತ್ತು ಮಾಲೂರು (ಶೇ. 80.75) ನಂತರದ ಸ್ಥಾನಗಳಲ್ಲಿವೆ. 22 ಗ್ರಾಮಪಂಚಾಯಿತಿ ಗಳು 100% ತೆರಿಗೆ ವಸೂಲಿ ಮಾಡಿ ಸರ್ಕಾರಕ್ಕೆ ಪಾವತಿ ಮಾಡಲಾಗಿದೆ. ತೆರಿಗೆ ಬಾಕಿ ಇರುವ ಪಂಚಾಯತ್ಗಳು ಮಾರ್ಚ್ ಅಂತ್ಯದೊಳಗೆ ಶೇ. 100 ಗುರಿ ತಲುಪಲು ಕ್ರಮ ವಹಿಸಬೇಕು ಎಂದು ಕಟ್ಟುನಿಟ್ಟಿನ ಸೂಚನೆ ನೀಡಿದರು. ಜಿಲ್ಲೆಯಲ್ಲಿ ಒಟ್ಟು 1,887 ಕೆರೆಗಳಿದ್ದು, ಇವುಗಳಲ್ಲಿ 879 ಕೆರೆಗಳಲ್ಲಿ ಒತ್ತುವರಿ ಗುರುತಿಸಲಾಗಿದೆ. ಇದುವರೆಗೆ 706 ಕೆರೆಗಳ ಒತ್ತುವರಿಯನ್ನು <box>1190 1213 1340 1701</box>
article3-photo <box>208 1107 522 1216</box>
article5-headline: ಸಾಮ್ರಾಜ್ಯಶಾಹಿ ಧೋರಣೆಯೇ ಯುದ್ಧಕ್ಕೆ ಕಾರಣ–ರವಿ <box>594 1964 1114 2001</box>
weekday-kannada: ಶನಿವಾರ <box>875 193 917 212</box>
article2-col4-text: ಮಾದಿಗ ದಂಡೋರ ರಾಜ್ಯಾಧ್ಯಕ್ಷ ಶಂಕರಪ್ಪ ಮಾದಿಗ ಮೀಸಲಾತಿ ಹೋರಾಟ ಸಮಿತಿ (ಎಂಆರ್ಹೆಚ್ಎಸ್) ರಾಜ್ಯ ಗೌರವಾಧ್ಯಕ್ಷ ಕೇಶಮೂರ್ತಿ, ವಿಶ್ವ ಜಾಂಭವ ಮಹಾ ಸಭಾ ರಾಜ್ಯಾಧ್ಯಕ್ಷ ಡಾ. ಭೀಮರಾಜ್, ರಾಜ್ಯ ಆದಿಜಾಂಭವ ಸಂಘದ ಕಾರ್ಯಾಧ್ಯಕ್ಷ ಜಂಬೂ ದ್ವೀಪ ಸಿದ್ದರಾಜು, ಮಾದಿಗ ದಂಡೋರ ರಾಜ್ಯಾಧ್ಯಕ್ಷ ಶ್ರೀರಾವ್, ಮಾದಿಗ ದಂಡೋರ (ಎಂಆರ್ಪಿಎಸ್) ರಾಜ್ಯಾಧ್ಯಕ್ಷ ಬಿ. ನರಸಪ್ಪ, ಮಾದಿಗ ಮೀಸಲಾತಿ ಹೋರಾಟ ಸಮಿತಿ ರಾಜ್ಯಾಧ್ಯಕ್ಷ ಹನುಮಂತಪ್ಪ ಮೂಲ ಮಾದಿಗ ಮೂವ್ಮೆಂಟ್ ರಾಜ್ಯಾಧ್ಯಕ್ಷ ಜೆ.ಸಿ. ಪ್ರಕಾಶ್ ಎಸ್., ಮಾದಿಗ ದಂಡೋರ ರಾಜ್ಯ ಉಪಾಧ್ಯಕ್ಷ ಕೈವಾರ ದೇವರಾಜ್, ಅಖಿಲ ಭಾರತ ಮಾದಿಗ ದಂಡೋರ ಸಂಸ್ಥಾಪಕ ರಾಜ್ಯಾಧ್ಯಕ್ಷ ಹನುಮೇಶಪ್ಪ, ಮಾದಿಗ ಮೀಸಲಾತಿ ಹೋರಾಟ ಸಮಿತಿ (ಎಂಆರ್ಹೆಚ್ಎಸ್) ರಾಜ್ಯ ಅಧ್ಯಕ್ಷ ಶಿವರಾಜ್ ಅಕ್ಕರಿಗ್, ಭೀಮ್ ಅಖಿಲ ಭಾರತ ದಲಿತ ಕ್ರಿಯಾ ಸಮಿತಿ ರಾಷ್ಟ್ರೀಯ ಅಧ್ಯಕ್ಷ ಬಿ.ಆರ್. ಮುನಿರಾಜು, ಮಾದಿಗ ದಂಡೋರ ರಾಜ್ಯ ಖಜಾಂಚಿ <box>1170 281 1323 872</box>
article1-col2-text: ಅನುದಾನದಲ್ಲಿ 2025–26 ರಲ್ಲಿ ಕಲ್ಯಾಣ ಕರ್ನಾಟಕ ರಸ್ತೆ ಸಾರಿಗೆ ನಿಗಮಕ್ಕೆ 400 ಬಸ್ಸುಗಳನ್ನು ಖರೀದಿಸಿ ಕ್ರಮ ಕೈಗೊಳ್ಳಲಾಗಿದೆ ಎಂದರು. ಆಗ, ವೈ.ಎಂ. ಸತೀಶ್ ಅವರು, ಬಳ್ಳಾರಿ ಮತ್ತು ವಿಜಯನಗರ ಜಿಲ್ಲೆಗಳ ಗ್ರಾಮೀಣ ವಿದ್ಯಾರ್ಥಿಗಳು ಶಿಕ್ಷಣಕ್ಕಾಗಿ ಪಟ್ಟಣ ನಗರ ಪ್ರದೇಶಗಳಿಗೆ ನಿತ್ಯ ಬಂದು ಹೋಗಲು ಸಾಕಷ್ಟು ಪರದಾಡುತ್ತಿದ್ದಾರೆ. ವಿದ್ಯಾರ್ಥಿಗಳ ಶೈಕ್ಷಣಿಕ ಕಾಳಜಿಗಾಗಿ ಮತ್ತು ಗ್ರಾಮೀಣ ವಿದ್ಯಾರ್ಥಿಗಳ ಉನ್ನತ ಶಿಕ್ಷಣದ ಅನುಕೂಲಕ್ಕಾಗಿ ಬಳ್ಳಾರಿ ಮತ್ತು ವಿಜಯನಗರ ಜಿಲ್ಲೆಗೆ ತಲಾ 100 ಕೆಂಪು ಬಸ್ಸುಗಳನ್ನು ನೀಡಿದ್ದಲ್ಲಿ ಸಾಕಷ್ಟು ಅನುಕೂಲ ಆಗಲಿದೆ. ಇಲ್ಲವಾದಲ್ಲಿ ಅನೇಕ ವಿದ್ಯಾರ್ಥಿಗಳಿಗೆ ನಿತ್ಯ ಬಸ್ಸುಗಳಲ್ಲಿ ಪ್ರಯಾಣಿಸುವುದು ಕಷ್ಟಕರವಾಗುತ್ತಿದೆ ಎಂದು ವಿವರಿಸಿದರು. ಆಗ, ಸಚಿವ ರಾದ ರಾಮಲಿಂಗಾರೆಡ್ಡಿ ಅವರು, 2023–24ರ ಪೂರ್ವದ ನಾಲ್ಕು ವರ್ಷ ಸರ್ಕಾರ ಹೊಸ ಬಸ್ಸುಗಳನ್ನು <box>365 308 518 816</box>
article4-headline: ತೆರಿಗೆ ವಸೂಲಾತಿಯಲ್ಲಿ ಕೋಲಾರ ಜಿ.ಪಂ. ಉತ್ತಮ ಸಾಧನೆ <box>870 986 1414 1020</box>
